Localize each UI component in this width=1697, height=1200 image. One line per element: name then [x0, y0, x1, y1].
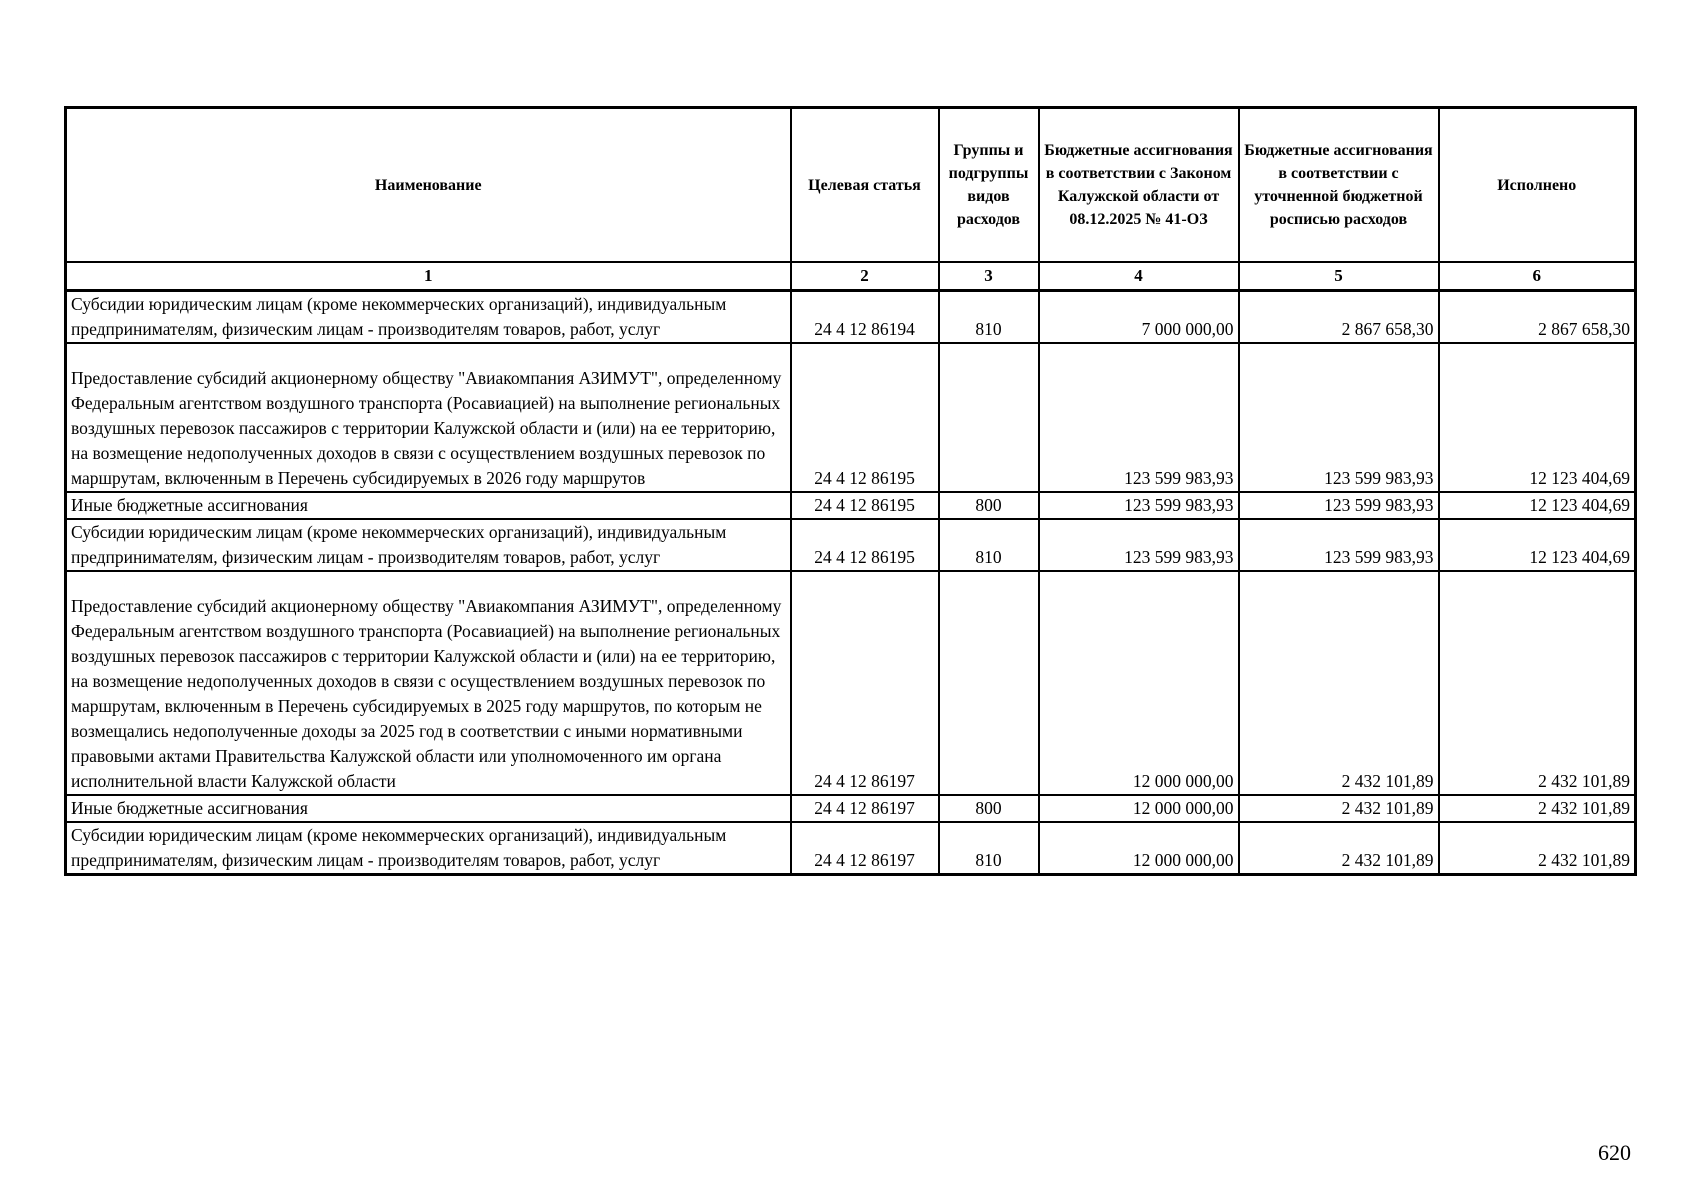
row-target-article: 24 4 12 86197: [791, 571, 939, 795]
column-number: 4: [1039, 262, 1239, 291]
row-expense-group: 800: [939, 492, 1039, 519]
row-executed-amount: 2 432 101,89: [1439, 795, 1636, 822]
table-row: [66, 343, 1636, 492]
row-law-amount: 123 599 983,93: [1039, 519, 1239, 571]
row-target-article: 24 4 12 86195: [791, 519, 939, 571]
row-executed-amount: 2 432 101,89: [1439, 822, 1636, 875]
row-expense-group: 810: [939, 291, 1039, 344]
column-number: 5: [1239, 262, 1439, 291]
row-name: Предоставление субсидий акционерному обществу "Авиакомпания АЗИМУТ", определенному Федеральным агентством воздушного транспорта (Росавиацией) на выполнение региональных воздушных перевозок пассажиров с территории Калужской области и (или) на ее территорию, на возмещение недополученных доходов в связи с осуществлением воздушных перевозок по маршрутам, включенным в Перечень субсидируемых в 2026 году маршрутов: [66, 343, 791, 492]
row-target-article: 24 4 12 86195: [791, 343, 939, 492]
row-law-amount: 12 000 000,00: [1039, 571, 1239, 795]
column-number: 3: [939, 262, 1039, 291]
row-executed-amount: 12 123 404,69: [1439, 492, 1636, 519]
row-executed-amount: 12 123 404,69: [1439, 519, 1636, 571]
row-expense-group: [939, 571, 1039, 795]
row-name: Предоставление субсидий акционерному обществу "Авиакомпания АЗИМУТ", определенному Федеральным агентством воздушного транспорта (Росавиацией) на выполнение региональных воздушных перевозок пассажиров с территории Калужской области и (или) на ее территорию, на возмещение недополученных доходов в связи с осуществлением воздушных перевозок по маршрутам, включенным в Перечень субсидируемых в 2025 году маршрутов, по которым не возмещались недополученные доходы за 2025 год в соответствии с иными нормативными правовыми актами Правительства Калужской области или уполномоченного им органа исполнительной власти Калужской области: [66, 571, 791, 795]
row-law-amount: 12 000 000,00: [1039, 795, 1239, 822]
row-refined-amount: 2 432 101,89: [1239, 795, 1439, 822]
row-expense-group: 810: [939, 822, 1039, 875]
header-row: [66, 108, 1636, 263]
row-name: Субсидии юридическим лицам (кроме некоммерческих организаций), индивидуальным предпринимателям, физическим лицам - производителям товаров, работ, услуг: [66, 291, 791, 344]
row-target-article: 24 4 12 86195: [791, 492, 939, 519]
row-name: Субсидии юридическим лицам (кроме некоммерческих организаций), индивидуальным предпринимателям, физическим лицам - производителям товаров, работ, услуг: [66, 822, 791, 875]
row-refined-amount: 123 599 983,93: [1239, 343, 1439, 492]
row-target-article: 24 4 12 86197: [791, 822, 939, 875]
table-row: [66, 822, 1636, 875]
row-name: Иные бюджетные ассигнования: [66, 492, 791, 519]
row-expense-group: [939, 343, 1039, 492]
column-number: 1: [66, 262, 791, 291]
page-number: 620: [1598, 1140, 1631, 1165]
row-executed-amount: 12 123 404,69: [1439, 343, 1636, 492]
column-number: 2: [791, 262, 939, 291]
header-target-article: Целевая статья: [791, 108, 939, 263]
table-row: [66, 492, 1636, 519]
column-number: 6: [1439, 262, 1636, 291]
row-law-amount: 123 599 983,93: [1039, 343, 1239, 492]
row-law-amount: 123 599 983,93: [1039, 492, 1239, 519]
table-row: [66, 291, 1636, 344]
table-row: [66, 571, 1636, 795]
row-name: Иные бюджетные ассигнования: [66, 795, 791, 822]
row-executed-amount: 2 432 101,89: [1439, 571, 1636, 795]
row-law-amount: 7 000 000,00: [1039, 291, 1239, 344]
header-law-allocations: Бюджетные ассигнования в соответствии с Законом Калужской области от 08.12.2025 № 41-ОЗ: [1039, 108, 1239, 263]
row-target-article: 24 4 12 86197: [791, 795, 939, 822]
table-row: [66, 519, 1636, 571]
header-name: Наименование: [66, 108, 791, 263]
row-expense-group: 800: [939, 795, 1039, 822]
column-number-row: [66, 262, 1636, 291]
row-name: Субсидии юридическим лицам (кроме некоммерческих организаций), индивидуальным предпринимателям, физическим лицам - производителям товаров, работ, услуг: [66, 519, 791, 571]
row-law-amount: 12 000 000,00: [1039, 822, 1239, 875]
row-refined-amount: 2 432 101,89: [1239, 822, 1439, 875]
table-row: [66, 795, 1636, 822]
row-expense-group: 810: [939, 519, 1039, 571]
row-refined-amount: 2 432 101,89: [1239, 571, 1439, 795]
row-refined-amount: 2 867 658,30: [1239, 291, 1439, 344]
header-expense-groups: Группы и подгруппы видов расходов: [939, 108, 1039, 263]
budget-table: [64, 106, 1637, 876]
row-target-article: 24 4 12 86194: [791, 291, 939, 344]
header-executed: Исполнено: [1439, 108, 1636, 263]
row-refined-amount: 123 599 983,93: [1239, 492, 1439, 519]
row-executed-amount: 2 867 658,30: [1439, 291, 1636, 344]
header-refined-allocations: Бюджетные ассигнования в соответствии с уточненной бюджетной росписью расходов: [1239, 108, 1439, 263]
row-refined-amount: 123 599 983,93: [1239, 519, 1439, 571]
